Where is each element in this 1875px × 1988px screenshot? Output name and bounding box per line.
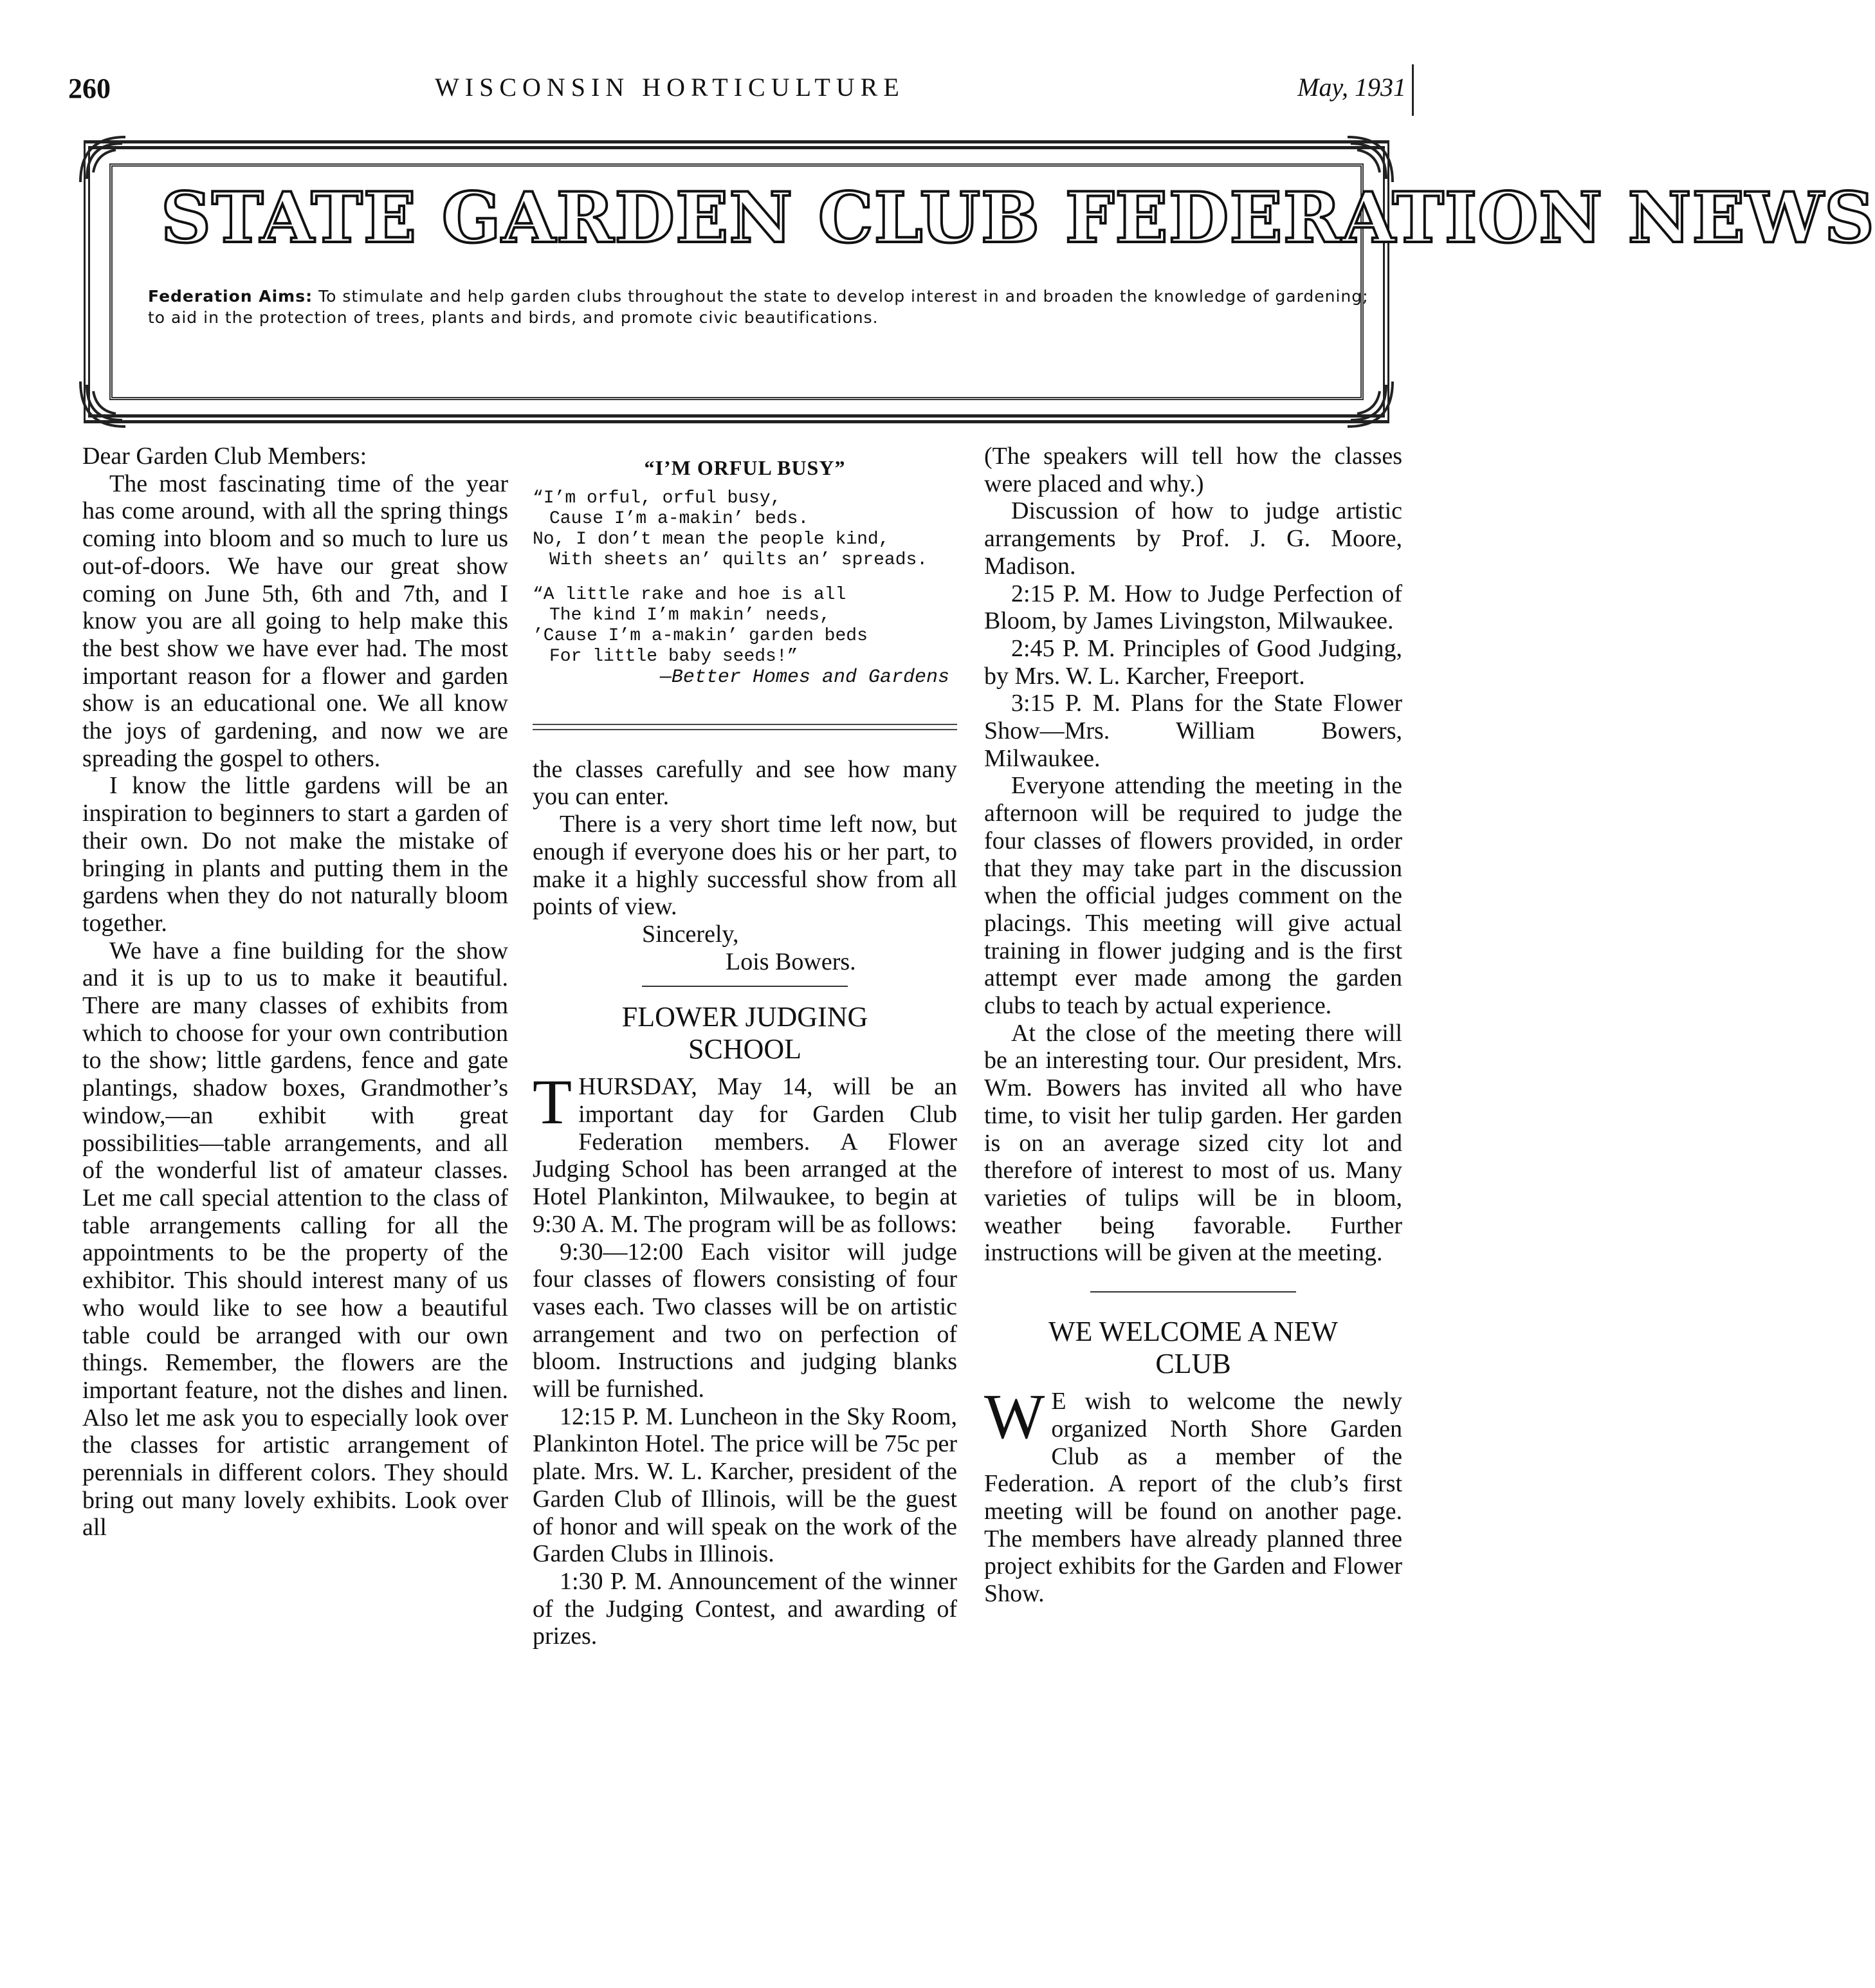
corner-ornament-icon	[77, 378, 129, 430]
poem-line: For little baby seeds!”	[549, 646, 798, 667]
federation-aims	[148, 286, 1370, 328]
program-note: Everyone attending the meeting in the afternoon will be required to judge the four classes of flowers provided, in order that they may take part in the discussion when the official judges comment on the placings. This meeting will give actual training in flower judging and is the first attempt ever made among the garden clubs to teach by actual experience.	[984, 772, 1402, 1020]
poem-line: “I’m orful, orful busy,	[533, 488, 782, 508]
program-item: Discussion of how to judge artistic arrangements by Prof. J. G. Moore, Madison.	[984, 497, 1402, 580]
program-item: (The speakers will tell how the classes were placed and why.)	[984, 443, 1402, 497]
journal-title: WISCONSIN HORTICULTURE	[435, 73, 905, 102]
letter-column	[82, 443, 508, 1542]
program-item: 3:15 P. M. Plans for the State Flower Show—Mrs. William Bowers, Milwaukee.	[984, 690, 1402, 772]
drop-cap: W	[984, 1381, 1045, 1453]
aims-label: Federation Aims:	[148, 287, 313, 306]
new-club-text	[984, 1381, 1402, 1608]
judging-intro	[533, 1066, 958, 1238]
poem-credit: —Better Homes and Gardens	[659, 666, 949, 688]
letter-paragraph: I know the little gardens will be an inspiration to beginners to start a garden of their own. Do not make the mistake of bringing in plants and putting them in the gardens when they do not naturally bloom together.	[82, 772, 508, 937]
poem-line: The kind I’m makin’ needs,	[549, 605, 830, 625]
aims-text: To stimulate and help garden clubs throughout the state to develop interest in and broaden the knowledge of gardening; to aid in the protection of trees, plants and birds, and promote civic beautifications.	[148, 287, 1369, 327]
poem-line: Cause I’m a-makin’ beds.	[549, 508, 809, 529]
heading-line: FLOWER JUDGING	[621, 1001, 868, 1033]
corner-ornament-icon	[1344, 378, 1396, 430]
poem-line: ’Cause I’m a-makin’ garden beds	[533, 625, 868, 646]
drop-cap: T	[533, 1066, 572, 1138]
heading-line: CLUB	[1155, 1348, 1231, 1380]
poem-line: “A little rake and hoe is all	[533, 584, 846, 605]
poem-title: “I’M ORFUL BUSY”	[644, 456, 846, 479]
letter-signature: Lois Bowers.	[726, 948, 856, 975]
program-note: At the close of the meeting there will be an interesting tour. Our president, Mrs. Wm. Bowers has invited all who have time, to visit her tulip garden. Her garden is on an average sized city lot and therefore of interest to most of us. Many varieties of tulips will be in bloom, weather being favorable. Further instructions will be given at the meeting.	[984, 1019, 1402, 1267]
heading-line: SCHOOL	[688, 1033, 802, 1065]
program-item: 12:15 P. M. Luncheon in the Sky Room, Plankinton Hotel. The price will be 75c per plate. Mrs. W. L. Karcher, president of the Garden Club of Illinois, will be the guest of honor and will speak on the work of the Garden Clubs in Illinois.	[533, 1403, 957, 1568]
judging-school-heading	[533, 1001, 957, 1065]
program-item: 1:30 P. M. Announcement of the winner of the Judging Contest, and awarding of prizes.	[533, 1567, 957, 1650]
section-divider	[533, 724, 957, 730]
poem	[533, 488, 957, 688]
right-column	[984, 443, 1402, 1608]
new-club-heading	[984, 1316, 1402, 1380]
poem-line: With sheets an’ quilts an’ spreads.	[549, 549, 928, 570]
program-item: 9:30—12:00 Each visitor will judge four classes of flowers consisting of four vases each. Two classes will be on artistic arrangement and two on perfection of bloom. Instructions and judging blanks will be furnished.	[533, 1238, 957, 1403]
section-divider	[1090, 1291, 1296, 1293]
middle-column	[533, 454, 957, 1650]
letter-paragraph: We have a fine building for the show and it is up to us to make it beautiful. There are many classes of exhibits from which to choose for your own contribution to the show; little gardens, fence and gate plantings, shadow boxes, Grandmother’s window,—an exhibit with great possibilities—table arrangements, and all of the wonderful list of amateur classes. Let me call special attention to the class of table arrangements calling for all the appointments to be the property of the exhibitor. This should interest many of us who would like to see how a beautiful table could be arranged with our own things. Remember, the flowers are the important feature, not the dishes and linen. Also let me ask you to especially look over the classes for artistic arrangement of perennials in different colors. They should bring out many lovely exhibits. Look over all	[82, 937, 508, 1542]
corner-ornament-icon	[77, 134, 129, 185]
page-number: 260	[68, 73, 111, 104]
letter-salutation: Dear Garden Club Members:	[82, 443, 367, 470]
letter-continuation: the classes carefully and see how many you can enter.	[533, 755, 957, 811]
issue-date: May, 1931	[1297, 73, 1406, 102]
heading-line: WE WELCOME A NEW	[1048, 1316, 1339, 1348]
margin-rule	[1412, 64, 1414, 116]
program-item: 2:45 P. M. Principles of Good Judging, by Mrs. W. L. Karcher, Freeport.	[984, 634, 1402, 690]
banner-title: STATE GARDEN CLUB FEDERATION NEWS	[161, 178, 1875, 259]
program-item: 2:15 P. M. How to Judge Perfection of Bloom, by James Livingston, Milwaukee.	[984, 580, 1402, 635]
federation-banner	[84, 140, 1875, 423]
poem-line: No, I don’t mean the people kind,	[533, 529, 890, 549]
judging-intro-text: HURSDAY, May 14, will be an important day for Garden Club Federation members. A Flower Judging School has been arranged at the Hotel Plankinton, Milwaukee, to begin at 9:30 A. M. The program will be as follows:	[533, 1073, 958, 1238]
letter-paragraph: The most fascinating time of the year has come around, with all the spring things coming into bloom and so much to lure us out-of-doors. We have our great show coming on June 5th, 6th and 7th, and I know you are all going to help make this the best show we have ever had. The most important reason for a flower and garden show is an educational one. We all know the joys of gardening, and now we are spreading the gospel to others.	[82, 470, 508, 772]
letter-closing: Sincerely,	[642, 920, 739, 948]
new-club-body: E wish to welcome the newly organized North Shore Garden Club as a member of the Federation. A report of the club’s first meeting will be found on another page. The members have already planned three project exhibits for the Garden and Flower Show.	[984, 1388, 1402, 1608]
letter-continuation: There is a very short time left now, but enough if everyone does his or her part, to make it a highly successful show from all points of view.	[533, 811, 957, 921]
section-divider	[642, 986, 848, 987]
running-head	[68, 72, 1406, 111]
